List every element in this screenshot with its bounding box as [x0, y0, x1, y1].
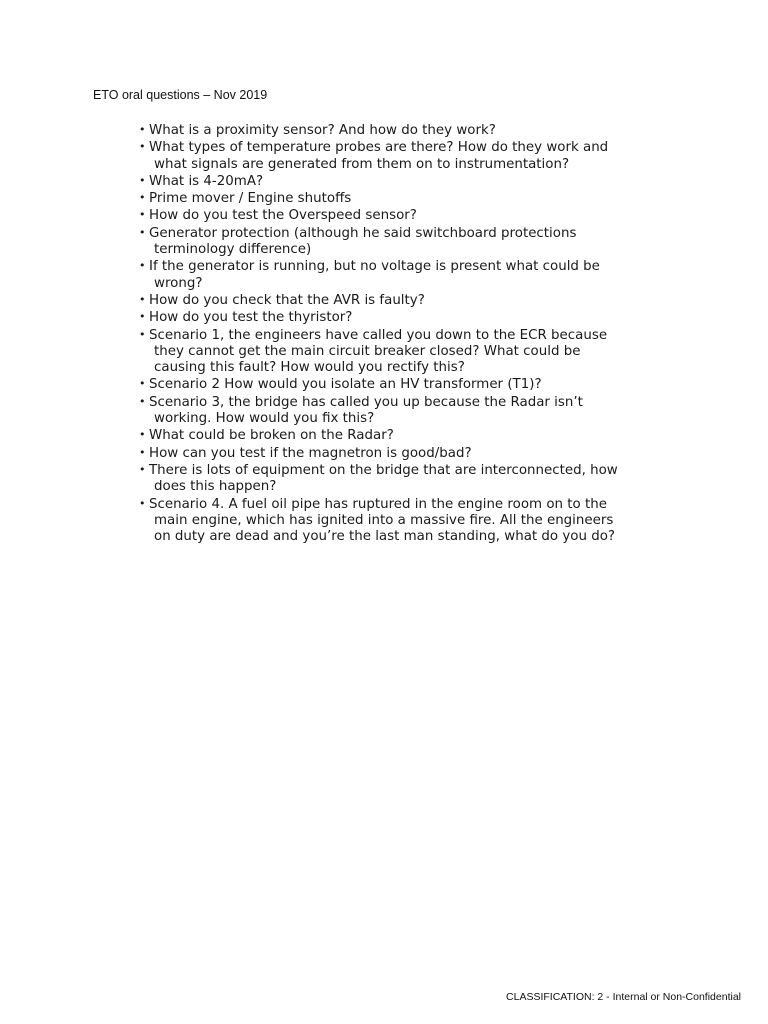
- list-item: [130, 207, 690, 224]
- question-text: What is 4-20mA?: [149, 173, 264, 189]
- bullet-icon: •: [139, 462, 146, 476]
- bullet-icon: •: [139, 173, 146, 187]
- question-text: How do you test the thyristor?: [149, 310, 353, 326]
- question-text: What could be broken on the Radar?: [149, 428, 394, 444]
- question-text: How do you test the Overspeed sensor?: [149, 208, 417, 224]
- bullet-icon: •: [139, 310, 146, 324]
- bullet-icon: •: [139, 428, 146, 442]
- bullet-icon: •: [139, 140, 146, 154]
- list-item: [130, 225, 690, 259]
- bullet-icon: •: [139, 123, 146, 136]
- bullet-icon: •: [139, 208, 146, 222]
- classification-footer: CLASSIFICATION: 2 - Internal or Non-Confidential: [506, 991, 741, 1003]
- list-item: [130, 496, 690, 546]
- list-item: [130, 122, 690, 139]
- list-item: [130, 327, 690, 377]
- question-text: How do you check that the AVR is faulty?: [149, 292, 425, 308]
- page-title: ETO oral questions – Nov 2019: [93, 88, 268, 102]
- list-item: [130, 445, 690, 462]
- question-text: How can you test if the magnetron is good/bad?: [149, 445, 472, 461]
- bullet-icon: •: [139, 327, 146, 341]
- list-item: [130, 173, 690, 190]
- list-item: [130, 309, 690, 326]
- bullet-icon: •: [139, 445, 146, 459]
- bullet-icon: •: [139, 259, 146, 273]
- list-item: [130, 462, 690, 496]
- list-item: [130, 376, 690, 393]
- question-text: There is lots of equipment on the bridge that are interconnected, how does this happen?: [149, 462, 618, 495]
- question-text: Prime mover / Engine shutoffs: [149, 191, 352, 207]
- question-text: Scenario 3, the bridge has called you up because the Radar isn’t working. How would you fix this?: [149, 394, 583, 427]
- bullet-icon: •: [139, 496, 146, 510]
- bullet-icon: •: [139, 292, 146, 306]
- question-text: Scenario 4. A fuel oil pipe has ruptured in the engine room on to the main engine, which has ignited into a massive fire. All the engineers on duty are dead and you’re the last man standing, what do you do?: [149, 496, 616, 545]
- list-item: [130, 427, 690, 444]
- question-list: [130, 122, 690, 545]
- question-text: Scenario 2 How would you isolate an HV transformer (T1)?: [149, 377, 542, 393]
- question-text: What is a proximity sensor? And how do they work?: [149, 123, 496, 138]
- bullet-icon: •: [139, 377, 146, 391]
- list-item: [130, 139, 690, 173]
- bullet-icon: •: [139, 191, 146, 205]
- question-text: Scenario 1, the engineers have called you down to the ECR because they cannot get the main circuit breaker closed? What could be causing this fault? How would you rectify this?: [149, 327, 608, 376]
- list-item: [130, 190, 690, 207]
- list-item: [130, 258, 690, 292]
- question-text: If the generator is running, but no voltage is present what could be wrong?: [149, 259, 600, 291]
- question-text: Generator protection (although he said switchboard protections terminology difference): [149, 225, 577, 258]
- list-item: [130, 394, 690, 428]
- bullet-icon: •: [139, 394, 146, 408]
- list-item: [130, 292, 690, 309]
- question-text: What types of temperature probes are there? How do they work and what signals are generated from them on to instrumentation?: [149, 140, 609, 172]
- bullet-icon: •: [139, 225, 146, 239]
